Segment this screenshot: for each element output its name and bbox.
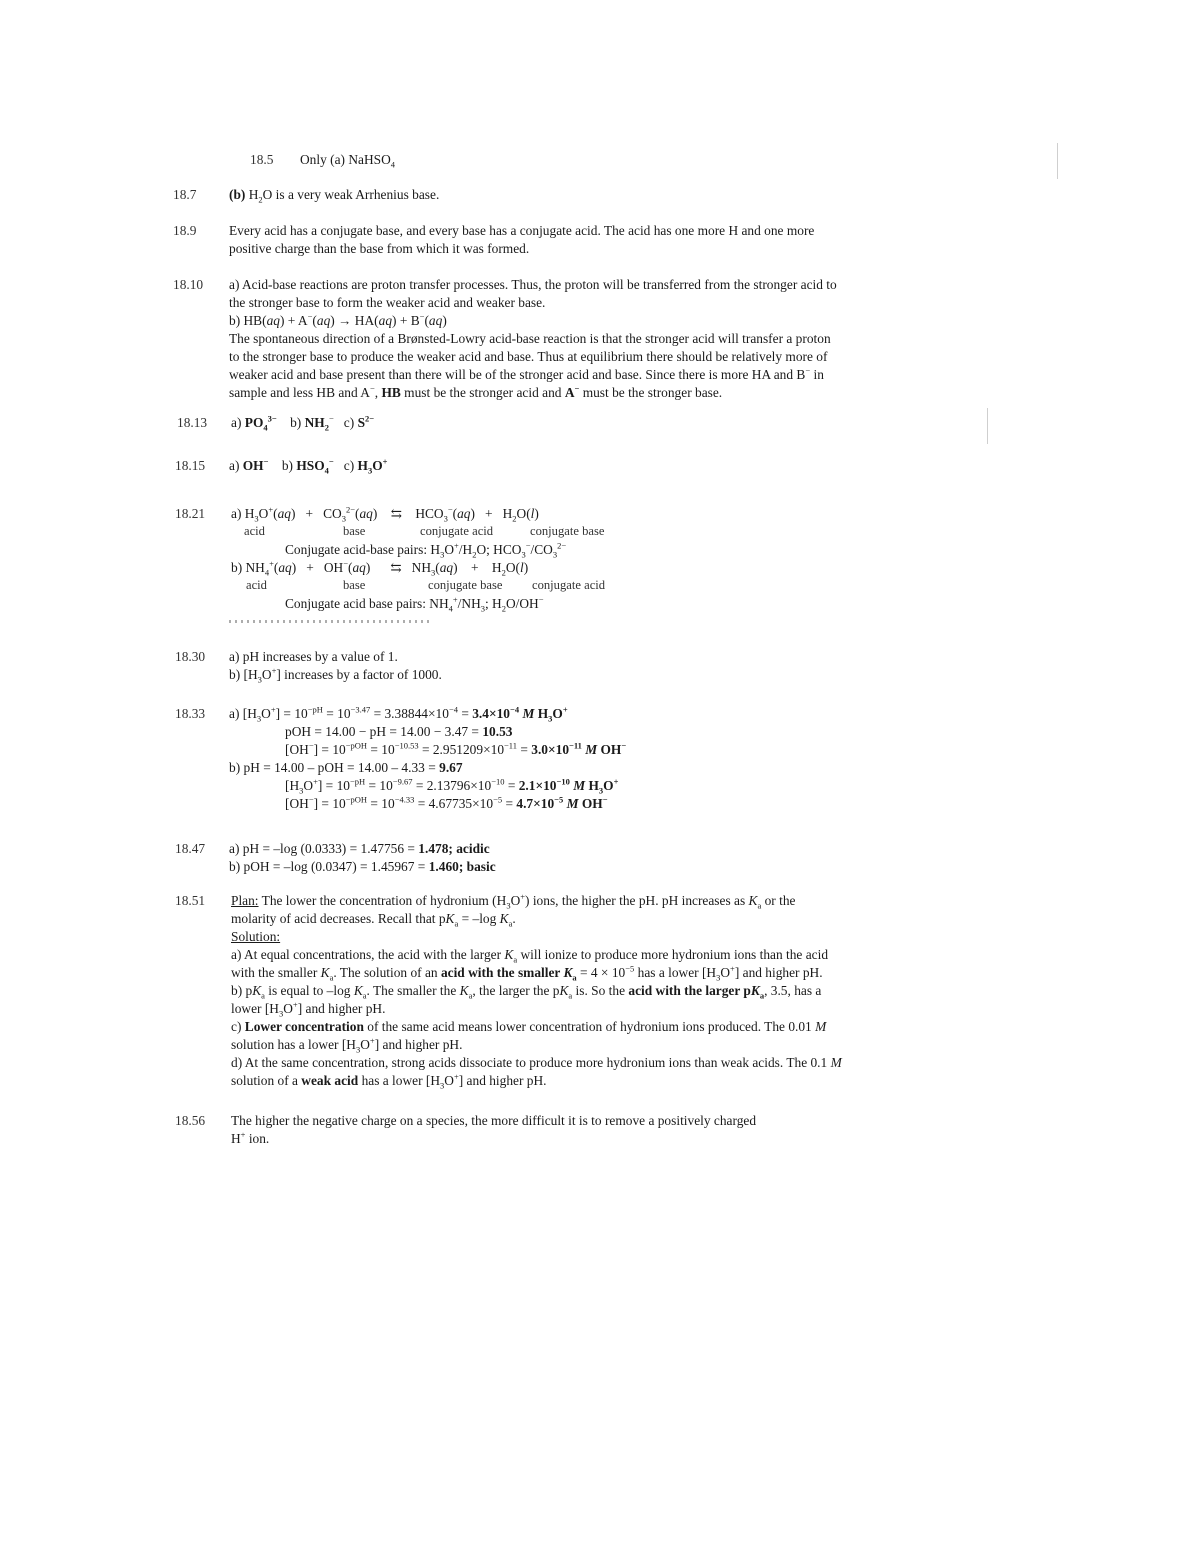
reaction-equation: a) $H_3O^+(aq) + CO_3^{2-}(aq)$ ⇆ $HCO_3^-(aq) + H_2O(l)$ xyxy=(231,504,539,524)
answer-line: solution has a lower $[H_3O^+]$ and higher pH. xyxy=(231,1035,463,1055)
answer-line: H+ ion. xyxy=(231,1129,270,1146)
calc-line: $[H_3O^+] = 10^{-pH} = 10^{-9.67} = 2.13796\times 10^{-10} = 2.1\times 10^{-10}$ M $H_3O^+$ xyxy=(285,776,619,796)
problem-number: 18.9 xyxy=(173,223,197,238)
pairs-label: Conjugate acid base pairs: xyxy=(285,596,430,611)
answer-line: sample and less HB and A−, HB must be the stronger acid and A− must be the stronger base. xyxy=(229,383,723,400)
answer-text: must be the stronger base. xyxy=(579,385,723,400)
answer-line: The higher the negative charge on a species, the more difficult it is to remove a positively charged xyxy=(231,1113,757,1128)
answer-line: c) Lower concentration of the same acid means lower concentration of hydronium ions produced. The 0.01 M xyxy=(231,1019,827,1034)
problem-number: 18.33 xyxy=(175,706,206,721)
problem-number: 18.47 xyxy=(175,841,206,856)
calc-line xyxy=(229,840,490,857)
calc-line xyxy=(229,759,463,776)
answer-text: of the same acid means lower concentration of hydronium ions produced. The 0.01 xyxy=(363,1019,816,1034)
answer-text: increases by a factor of 1000. xyxy=(280,667,442,682)
answer-line: a) At equal concentrations, the acid with the larger $K_a$ will ionize to produce more hydronium ions than the acid xyxy=(231,947,829,965)
calc-line xyxy=(229,858,496,875)
calc-text: a) pH = –log (0.0333) = 1.47756 = xyxy=(229,841,419,856)
answer-line: a) pH increases by a value of 1. xyxy=(229,649,398,664)
calc-result: 1.460; basic xyxy=(428,859,496,874)
answer-text: weaker acid and base present than there will be of the stronger acid and base. Since there is more HA and B xyxy=(229,367,806,382)
answer-text: ion. xyxy=(245,1131,270,1146)
page-edge-mark xyxy=(1057,143,1058,179)
answer-bold: acid with the larger p xyxy=(628,983,751,998)
species-label: base xyxy=(343,524,366,538)
answer-line: weaker acid and base present than there will be of the stronger acid and base. Since there is more HA and B− in xyxy=(229,365,824,382)
problem-number: 18.10 xyxy=(173,277,204,292)
plan-heading: Plan: xyxy=(231,893,259,908)
calc-result: 10.53 xyxy=(482,724,513,739)
answer-line: a) Acid-base reactions are proton transfer processes. Thus, the proton will be transferred from the stronger acid to xyxy=(229,277,837,292)
problem-number: 18.7 xyxy=(173,187,197,202)
conjugate-pairs: Conjugate acid-base pairs: $H_3O^+/H_2O$; $HCO_3^-/CO_3^{2-}$ xyxy=(285,540,567,560)
answer-line: solution of a weak acid has a lower $[H_3O^+]$ and higher pH. xyxy=(231,1071,547,1091)
problem-number: 18.5 xyxy=(250,152,274,167)
answer-line: Every acid has a conjugate base, and every base has a conjugate acid. The acid has one more H and one more xyxy=(229,223,815,238)
calc-text: b) pH = 14.00 – pOH = 14.00 – 4.33 = xyxy=(229,760,440,775)
faint-artifact xyxy=(229,620,429,623)
answer-text: is a very weak Arrhenius base. xyxy=(272,187,440,202)
problem-number: 18.30 xyxy=(175,649,206,664)
answer-line: the stronger base to form the weaker acid and weaker base. xyxy=(229,295,546,310)
answer-line: b) $pK_a$ is equal to –log $K_a$. The smaller the $K_a$, the larger the $pK_a$ is. So the acid with the larger $pK_a$, 3.5, has a xyxy=(231,983,822,1001)
answer-line: to the stronger base to produce the weaker acid and base. Thus at equilibrium there should be relatively more of xyxy=(229,349,828,364)
species-label: conjugate acid xyxy=(420,524,494,538)
calc-line xyxy=(285,723,512,740)
species-label: base xyxy=(343,578,366,592)
problem-number: 18.15 xyxy=(175,458,206,473)
calc-text: pOH = 14.00 − pH = 14.00 − 3.47 = xyxy=(285,724,483,739)
problem-number: 18.51 xyxy=(175,893,206,908)
calc-text: b) pOH = –log (0.0347) = 1.45967 = xyxy=(229,859,429,874)
calc-line: $[OH^-] = 10^{-pOH} = 10^{-4.33} = 4.67735\times 10^{-5} = 4.7\times 10^{-5}$ M OH− xyxy=(285,794,608,811)
species-label: acid xyxy=(246,578,267,592)
answer-line: molarity of acid decreases. Recall that $pK_a = -\log$ $K_a$. xyxy=(231,911,516,929)
problem-number: 18.21 xyxy=(175,506,206,521)
species-label: conjugate base xyxy=(428,578,503,592)
answer-bold: weak acid xyxy=(301,1073,359,1088)
calc-line: a) $[H_3O^+] = 10^{-pH} = 10^{-3.47} = 3.38844\times 10^{-4} = 3.4\times 10^{-4}$ M $H_3O^+$ xyxy=(229,704,568,724)
answer-18-13: a) $PO_4^{3-}$ b) $NH_2^-$ c) $S^{2-}$ xyxy=(231,413,375,433)
calc-line: $[OH^-] = 10^{-pOH} = 10^{-10.53} = 2.951209\times 10^{-11} = 3.0\times 10^{-11}$ M OH− xyxy=(285,740,627,757)
answer-line: with the smaller $K_a$. The solution of an acid with the smaller $K_a = 4 \times 10^{-5}$ has a lower $[H_3O^+]$ and higher pH. xyxy=(231,963,823,983)
answer-text: Only (a) NaHSO xyxy=(300,152,391,167)
page-edge-mark xyxy=(987,408,988,444)
answer-text: must be the stronger acid and xyxy=(400,385,565,400)
answer-line: d) At the same concentration, strong acids dissociate to produce more hydronium ions than weak acids. The 0.1 M xyxy=(231,1055,842,1070)
calc-result: 1.478; acidic xyxy=(418,841,490,856)
answer-line: lower $[H_3O^+]$ and higher pH. xyxy=(231,999,386,1019)
answer-18-7: (b) $H_2O$ is a very weak Arrhenius base. xyxy=(229,187,440,205)
reaction-equation: b) HB(aq) + A−(aq) → HA(aq) + B−(aq) xyxy=(229,311,447,328)
answer-line: Plan: The lower the concentration of hydronium $(H_3O^+)$ ions, the higher the pH. pH increases as $K_a$ or the xyxy=(231,891,796,911)
solution-heading: Solution: xyxy=(231,929,281,944)
answer-text: d) At the same concentration, strong acids dissociate to produce more hydronium ions than weak acids. The 0.1 xyxy=(231,1055,831,1070)
calc-result: 9.67 xyxy=(439,760,463,775)
answer-bold: HB xyxy=(381,385,401,400)
answer-line: positive charge than the base from which it was formed. xyxy=(229,241,530,256)
answer-18-5: Only (a) NaHSO$_4$ xyxy=(300,152,395,170)
reaction-equation: b) $NH_4^+(aq) + OH^-(aq)$ ⇆ $NH_3(aq)$ + $H_2O(l)$ xyxy=(231,558,529,578)
species-label: conjugate base xyxy=(530,524,605,538)
conjugate-pairs: Conjugate acid base pairs: $NH_4^+/NH_3$; $H_2O/OH^-$ xyxy=(285,594,544,614)
problem-number: 18.56 xyxy=(175,1113,206,1128)
answer-line: The spontaneous direction of a Brønsted-Lowry acid-base reaction is that the stronger acid will transfer a proton xyxy=(229,331,831,346)
species-label: acid xyxy=(244,524,265,538)
answer-18-15: a) OH− b) $HSO_4^-$ c) $H_3O^+$ xyxy=(229,456,388,476)
pairs-label: Conjugate acid-base pairs: xyxy=(285,542,431,557)
answer-line: b) $[H_3O^+]$ increases by a factor of 1000. xyxy=(229,665,442,685)
answer-bold: Lower concentration xyxy=(244,1019,364,1034)
species-label: conjugate acid xyxy=(532,578,606,592)
problem-number: 18.13 xyxy=(177,415,208,430)
